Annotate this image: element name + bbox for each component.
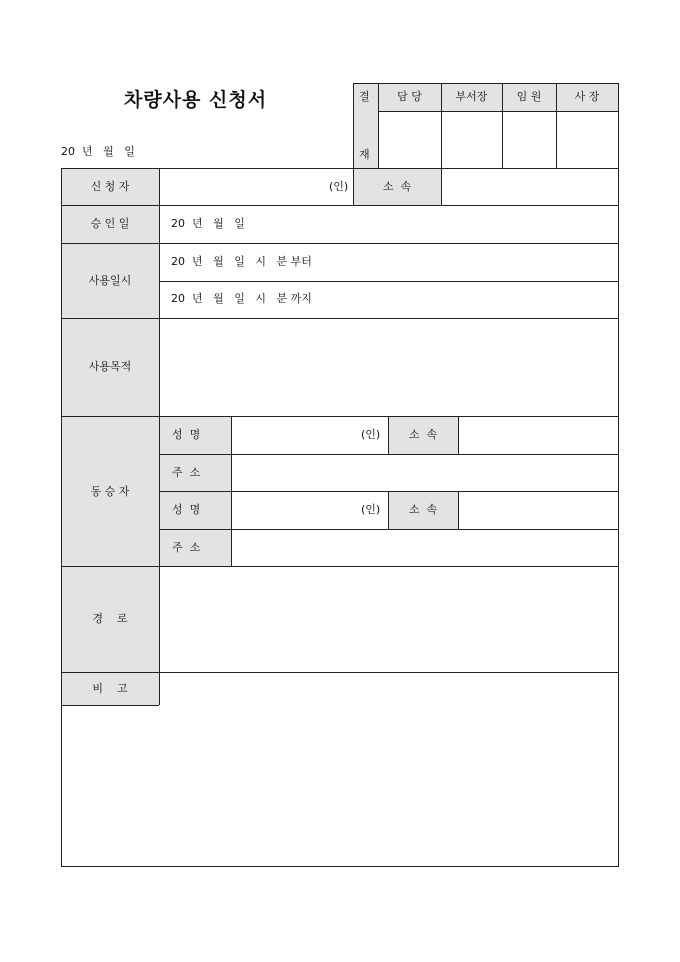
passenger1-dept-field[interactable] <box>459 417 618 454</box>
approval-header-staff: 담 당 <box>397 90 422 103</box>
applicant-dept-label: 소 속 <box>382 180 412 193</box>
passenger2-dept-label: 소 속 <box>408 503 438 516</box>
usage-period-from[interactable]: 20 년 월 일 시 분 부터 <box>171 255 312 268</box>
approval-sign-dept-head[interactable] <box>441 111 502 168</box>
passenger1-name-field[interactable] <box>232 417 362 454</box>
route-field[interactable] <box>160 567 618 672</box>
date-line: 20 년 월 일 <box>61 145 135 158</box>
remarks-label: 비 고 <box>92 682 128 695</box>
passenger1-seal: (인) <box>361 428 381 441</box>
passenger2-addr-label: 주 소 <box>172 541 201 554</box>
passenger2-addr-field[interactable] <box>232 530 618 566</box>
passenger1-dept-label: 소 속 <box>408 428 438 441</box>
approval-kyeol-text: 결 <box>359 90 370 103</box>
approval-header-president: 사 장 <box>574 90 600 103</box>
passenger1-name-label: 성 명 <box>172 428 201 441</box>
approval-jae-text: 재 <box>359 148 370 161</box>
remarks-field[interactable] <box>62 706 618 866</box>
passenger2-name-field[interactable] <box>232 492 362 529</box>
passenger2-name-label: 성 명 <box>172 503 201 516</box>
approval-sign-president[interactable] <box>556 111 618 168</box>
usage-period-label: 사용일시 <box>88 274 132 287</box>
usage-period-to[interactable]: 20 년 월 일 시 분 까지 <box>171 292 312 305</box>
approval-date-label: 승 인 일 <box>90 217 130 230</box>
applicant-name-field[interactable] <box>160 169 330 205</box>
approval-header-dept-head: 부서장 <box>455 90 488 103</box>
applicant-label: 신 청 자 <box>90 180 130 193</box>
approval-sign-staff[interactable] <box>378 111 441 168</box>
passenger2-seal: (인) <box>361 503 381 516</box>
approval-sign-executive[interactable] <box>502 111 556 168</box>
route-label: 경 로 <box>92 612 128 625</box>
approval-date-value[interactable]: 20 년 월 일 <box>171 217 245 230</box>
applicant-dept-field[interactable] <box>442 169 618 205</box>
passenger2-dept-field[interactable] <box>459 492 618 529</box>
passenger1-addr-label: 주 소 <box>172 466 201 479</box>
passenger1-addr-field[interactable] <box>232 455 618 491</box>
purpose-field[interactable] <box>160 319 618 416</box>
passengers-label: 동 승 자 <box>90 485 130 498</box>
form-title: 차량사용 신청서 <box>124 89 268 111</box>
approval-header-executive: 임 원 <box>516 90 542 103</box>
applicant-seal: (인) <box>329 180 349 193</box>
purpose-label: 사용목적 <box>88 360 132 373</box>
